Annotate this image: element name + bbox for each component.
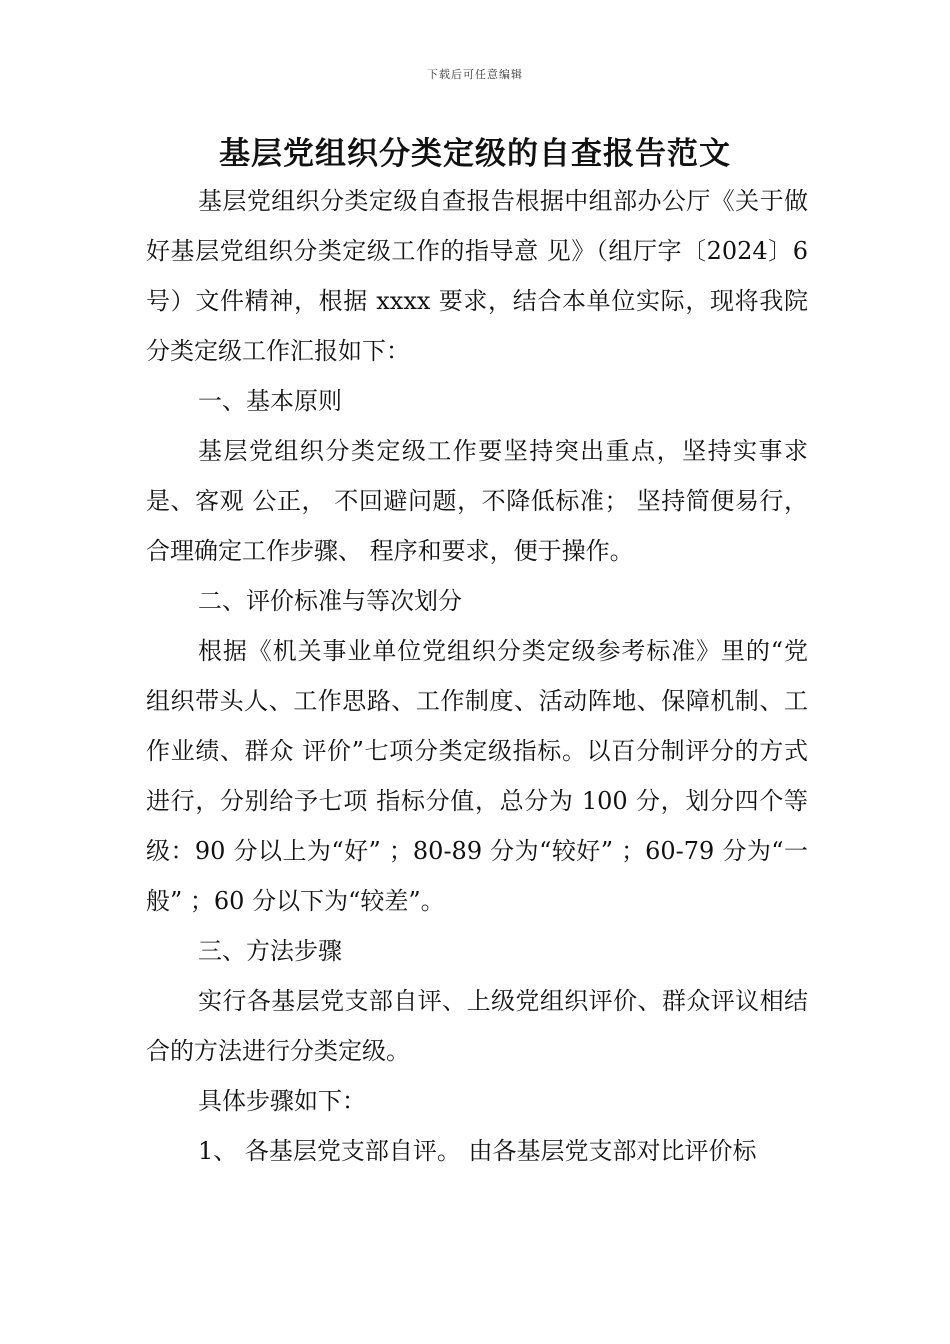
principles-paragraph: 基层党组织分类定级工作要坚持突出重点，坚持实事求是、客观 公正， 不回避问题，不降低标准； 坚持简便易行， 合理确定工作步骤、 程序和要求，便于操作。 <box>146 437 808 565</box>
standards-paragraph: 根据《机关事业单位党组织分类定级参考标准》里的“党组织带头人、工作思路、工作制度、活动阵地、保障机制、工作业绩、群众 评价”七项分类定级指标。以百分制评分的方式进行，分别给予七项 指标分值，总分为 100 分，划分四个等级：90 分以上为“好” ；80-89 分为“较好” ；60-79 分为“一般” ；60 分以下为“较差”。 <box>146 637 808 915</box>
intro-paragraph: 基层党组织分类定级自查报告根据中组部办公厅《关于做好基层党组织分类定级工作的指导意 见》（组厅字〔2024〕6 号）文件精神，根据 xxxx 要求，结合本单位实际，现将我院分类定级工作汇报如下： <box>146 187 808 365</box>
section-heading-standards: 二、评价标准与等次划分 <box>198 587 462 615</box>
document-title: 基层党组织分类定级的自查报告范文 <box>219 136 731 172</box>
steps-intro: 具体步骤如下： <box>198 1087 366 1115</box>
header-note: 下载后可任意编辑 <box>427 68 523 81</box>
section-heading-principles: 一、基本原则 <box>198 387 342 415</box>
methods-paragraph: 实行各基层党支部自评、上级党组织评价、群众评议相结合的方法进行分类定级。 <box>146 987 808 1065</box>
section-heading-methods: 三、方法步骤 <box>198 937 342 965</box>
step-1-paragraph: 1、 各基层党支部自评。 由各基层党支部对比评价标 <box>198 1137 757 1165</box>
document-body <box>146 176 808 1176</box>
